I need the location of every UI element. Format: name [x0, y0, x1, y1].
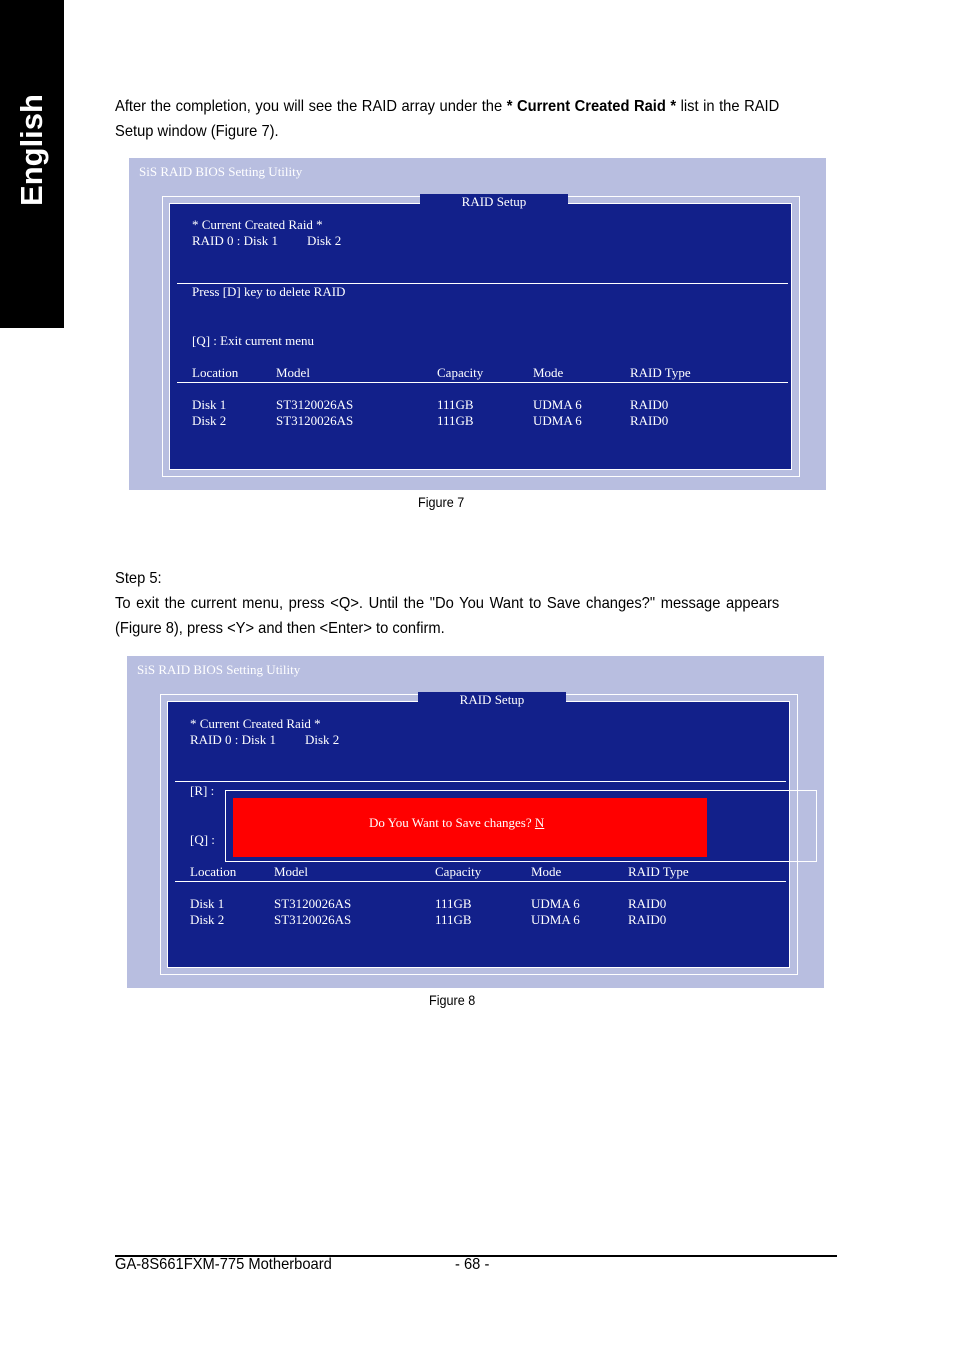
raid-entry-prefix[interactable]: RAID 0 : Disk 1: [192, 233, 278, 248]
current-raid-label: * Current Created Raid *: [190, 716, 321, 731]
column-raid-type: RAID Type: [628, 864, 689, 879]
utility-title: SiS RAID BIOS Setting Utility: [137, 662, 301, 677]
footer-model: GA-8S661FXM-775 Motherboard: [115, 1256, 332, 1273]
language-tab: [0, 0, 64, 328]
save-dialog-text: Do You Want to Save changes?: [369, 815, 532, 830]
save-dialog[interactable]: [233, 798, 707, 857]
exit-hint: [Q] : Exit current menu: [192, 333, 315, 348]
row2-model: ST3120026AS: [274, 912, 352, 927]
panel-title: RAID Setup: [418, 692, 566, 708]
row1-model: ST3120026AS: [274, 896, 352, 911]
column-model: Model: [276, 365, 310, 380]
column-mode: Mode: [531, 864, 562, 879]
column-location: Location: [192, 365, 239, 380]
intro-text-before: After the completion, you will see the RAID array under the: [115, 98, 507, 115]
header-divider: [177, 382, 788, 383]
column-raid-type: RAID Type: [630, 365, 691, 380]
row2-model: ST3120026AS: [276, 413, 354, 428]
row2-location: Disk 2: [190, 912, 225, 927]
q-hint: [Q] :: [190, 832, 215, 847]
page-number: - 68 -: [455, 1256, 490, 1273]
utility-title: SiS RAID BIOS Setting Utility: [139, 164, 303, 179]
column-location: Location: [190, 864, 237, 879]
row1-raid-type: RAID0: [630, 397, 669, 412]
column-model: Model: [274, 864, 308, 879]
row1-model: ST3120026AS: [276, 397, 354, 412]
row2-mode: UDMA 6: [533, 413, 582, 428]
row1-location: Disk 1: [192, 397, 227, 412]
row2-capacity: 111GB: [437, 413, 474, 428]
row2-raid-type: RAID0: [628, 912, 667, 927]
figure7-caption: Figure 7: [418, 494, 465, 510]
language-label: English: [14, 94, 49, 206]
row2-mode: UDMA 6: [531, 912, 580, 927]
raid-entry-prefix[interactable]: RAID 0 : Disk 1: [190, 732, 276, 747]
intro-paragraph: [115, 94, 779, 144]
row2-capacity: 111GB: [435, 912, 472, 927]
intro-bold-term: * Current Created Raid *: [506, 98, 677, 115]
row1-capacity: 111GB: [437, 397, 474, 412]
row2-raid-type: RAID0: [630, 413, 669, 428]
row1-mode: UDMA 6: [533, 397, 582, 412]
raid-entry-disk2[interactable]: Disk 2: [307, 233, 342, 248]
row2-location: Disk 2: [192, 413, 227, 428]
figure7-bios-screen: [129, 158, 826, 490]
divider: [175, 781, 786, 782]
row1-mode: UDMA 6: [531, 896, 580, 911]
panel-title: RAID Setup: [420, 194, 568, 210]
current-raid-label: * Current Created Raid *: [192, 217, 323, 232]
intro-text-after: list in the RAID Setup window (Figure 7).: [115, 98, 780, 140]
row1-location: Disk 1: [190, 896, 225, 911]
column-mode: Mode: [533, 365, 564, 380]
figure8-caption: Figure 8: [429, 992, 476, 1008]
column-capacity: Capacity: [437, 365, 484, 380]
column-capacity: Capacity: [435, 864, 482, 879]
figure8-bios-screen: [127, 656, 824, 988]
raid-entry-disk2[interactable]: Disk 2: [305, 732, 340, 747]
row1-capacity: 111GB: [435, 896, 472, 911]
delete-hint: Press [D] key to delete RAID: [192, 284, 346, 299]
header-divider: [175, 881, 786, 882]
row1-raid-type: RAID0: [628, 896, 667, 911]
save-dialog-prompt: [369, 815, 544, 831]
save-dialog-value[interactable]: N: [534, 815, 545, 830]
step5-heading: Step 5:: [115, 570, 162, 587]
r-hint: [R] :: [190, 783, 215, 798]
step5-text: To exit the current menu, press <Q>. Until the "Do You Want to Save changes?" message appears (Figure 8), press <Y> and then <Enter> to confirm.: [115, 595, 780, 637]
